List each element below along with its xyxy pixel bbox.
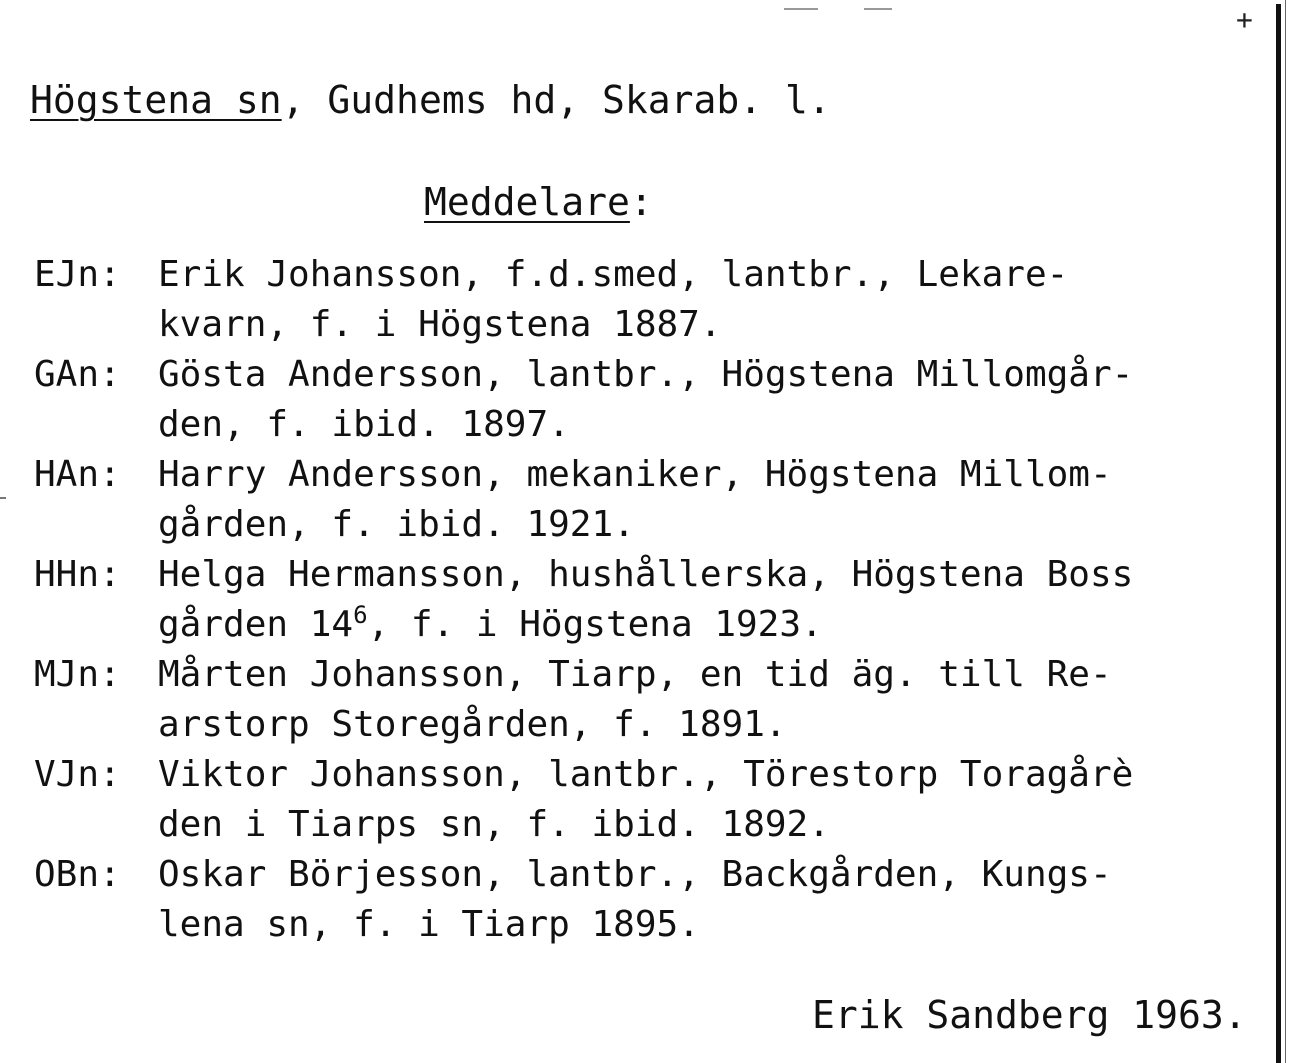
informant-line-part: , f. i Högstena 1923. [367,604,823,645]
informant-line: Helga Hermansson, hushållerska, Högstena Boss [158,554,1134,595]
plus-mark: + [1236,3,1253,36]
informant-line: Gösta Andersson, lantbr., Högstena Millomgår- [158,354,1134,395]
informants-label: Meddelare [424,180,630,224]
parish-name: Högstena sn [30,78,282,122]
informant-line: den i Tiarps sn, f. ibid. 1892. [158,804,830,845]
informant-line: lena sn, f. i Tiarp 1895. [158,904,700,945]
informant-code: VJn: [34,754,121,795]
informant-line: kvarn, f. i Högstena 1887. [158,304,722,345]
informant-entry [34,850,1274,950]
informant-line: Erik Johansson, f.d.smed, lantbr., Lekare- [158,254,1069,295]
informant-line: gården, f. ibid. 1921. [158,504,635,545]
informant-entry [34,550,1274,650]
house-number-superscript: 6 [353,601,368,629]
card-edge-shadow [1285,0,1286,1063]
scan-artifact-dash [784,8,818,10]
informant-line [158,600,823,650]
informants-colon: : [629,180,653,224]
informant-line: Viktor Johansson, lantbr., Törestorp Toragårè [158,754,1134,795]
informant-entry [34,250,1274,350]
informant-line: den, f. ibid. 1897. [158,404,570,445]
informant-list [34,250,1274,950]
collector-signature: Erik Sandberg 1963. [812,993,1247,1037]
informant-code: GAn: [34,354,121,395]
informant-line: Oskar Börjesson, lantbr., Backgården, Kungs- [158,854,1112,895]
informant-line: Harry Andersson, mekaniker, Högstena Millom- [158,454,1112,495]
scan-artifact-tick [0,497,6,499]
informant-code: OBn: [34,854,121,895]
parish-location: , Gudhems hd, Skarab. l. [281,78,831,122]
informant-entry [34,450,1274,550]
card-edge-line [1276,4,1281,1063]
informant-line-part: gården 14 [158,604,354,645]
parish-heading [30,78,831,122]
informant-code: HAn: [34,454,121,495]
informant-code: EJn: [34,254,121,295]
scan-artifact-dash [864,8,892,10]
informant-line: arstorp Storegården, f. 1891. [158,704,787,745]
informants-heading [424,180,653,224]
informant-entry [34,750,1274,850]
informant-code: MJn: [34,654,121,695]
informant-entry [34,650,1274,750]
informant-entry [34,350,1274,450]
informant-code: HHn: [34,554,121,595]
informant-line: Mårten Johansson, Tiarp, en tid äg. till Re- [158,654,1112,695]
